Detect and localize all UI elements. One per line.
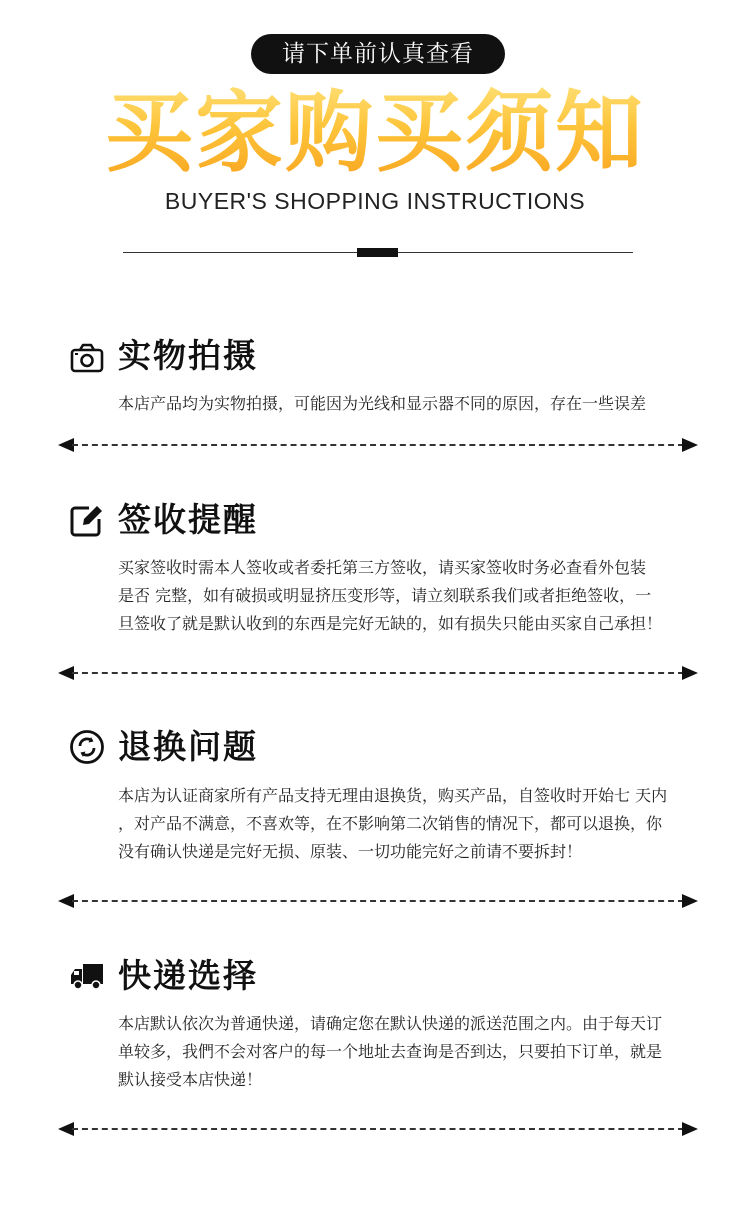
header-divider-mark — [357, 248, 398, 257]
dashed-arrow-divider — [58, 438, 698, 452]
right-arrow-icon — [682, 1122, 698, 1136]
notice-pill: 请下单前认真查看 — [251, 34, 505, 74]
dashed-arrow-divider — [58, 1122, 698, 1136]
section-title: 签收提醒 — [118, 500, 258, 539]
section-title: 快递选择 — [118, 956, 258, 995]
section-body: 本店产品均为实物拍摄，可能因为光线和显示器不同的原因，存在一些误差 — [118, 394, 647, 413]
section-body: 买家签收时需本人签收或者委托第三方签收，请买家签收时务必查看外包装 是否 完整，如有破损或明显挤压变形等，请立刻联系我们或者拒绝签收，一 旦签收了就是默认收到的东西是完好无缺的，如有损失只能由买家自己承担！ — [118, 558, 663, 633]
right-arrow-icon — [682, 666, 698, 680]
dashed-arrow-divider — [58, 666, 698, 680]
delivery-truck-icon — [69, 958, 105, 994]
section-title: 实物拍摄 — [118, 336, 258, 375]
dashed-arrow-divider — [58, 894, 698, 908]
section-body: 本店默认依次为普通快递，请确定您在默认快递的派送范围之内。由于每天订 单较多，我們不会对客户的每一个地址去查询是否到达，只要拍下订单，就是 默认接受本店快递！ — [118, 1014, 663, 1089]
right-arrow-icon — [682, 894, 698, 908]
right-arrow-icon — [682, 438, 698, 452]
camera-icon — [69, 340, 105, 376]
edit-sign-icon — [69, 502, 105, 538]
section-body: 本店为认证商家所有产品支持无理由退换货，购买产品，自签收时开始七 天内 ，对产品不满意，不喜欢等，在不影响第二次销售的情况下，都可以退换，你 没有确认快递是完好无损、原装、一切功能完好之前请不要拆封！ — [118, 786, 668, 861]
exchange-icon — [69, 729, 105, 765]
section-title: 退换问题 — [118, 727, 258, 766]
page-subtitle: BUYER'S SHOPPING INSTRUCTIONS — [164, 188, 586, 214]
page-title: 买家购买须知 — [0, 78, 750, 188]
